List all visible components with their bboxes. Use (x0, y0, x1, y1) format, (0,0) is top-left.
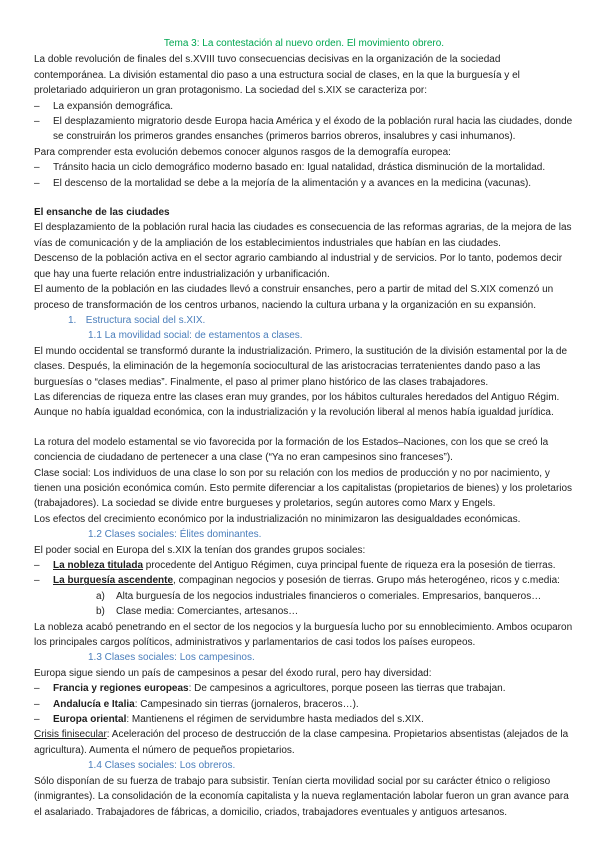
body-paragraph: Clase social: Los individuos de una clase lo son por su relación con los medios de producción y no por nacimiento, y tienen una posición económica común. Esto permite diferenciar a los capitalistas (propietarios de bienes) y los proletarios (trabajadores). La sociedad se divide entre burgueses y proletarios, según autores como Marx y Engels. (34, 467, 573, 510)
intro-item: – El desplazamiento migratorio desde Europa hacia América y el éxodo de la población rural hacia las ciudades, donde se construirán los primeros grandes ensanches (primeros barrios obreros, insalubres y casi inhumanos). (34, 114, 574, 145)
body-paragraph: Las diferencias de riqueza entre las clases eran muy grandes, por los hábitos culturales heredados del Antiguo Régim. Aunque no había igualdad económica, con la industrialización y la revolución liberal al menos había igualdad jurídica. (34, 391, 560, 419)
subsection-heading: 1.1 La movilidad social: de estamentos a clases. (88, 330, 303, 342)
section-number: 1. (68, 314, 77, 326)
body-paragraph: La rotura del modelo estamental se vio favorecida por la formación de los Estados–Naciones, con los que se creó la conciencia de ciudadano de pertenecer a una clase (“Ya no eran campesinos sino franceses”). (34, 436, 549, 464)
sub-list-label: a) (96, 590, 105, 602)
list-item (34, 712, 574, 727)
list-item-text: : Campesinado sin tierras (jornaleros, braceros…). (134, 698, 359, 710)
body-paragraph: Sólo disponían de su fuerza de trabajo para subsistir. Tenían cierta movilidad social por su carácter étnico o religioso (inmigrantes). La consolidación de la economía capitalista y la nueva reglamentación labolar fueron un gran avance para el asalariado. Trabajadores de fábricas, a domicilio, criados, trabajadores eventuales y antiguos artesanos. (34, 775, 569, 818)
list-item-term: Europa oriental (53, 714, 127, 726)
ensanche-heading: El ensanche de las ciudades (34, 207, 170, 219)
section-title: Estructura social del s.XIX. (85, 314, 206, 326)
list-item-text: procedente del Antiguo Régimen, cuya principal fuente de riqueza era la posesión de tierras. (143, 560, 556, 571)
body-paragraph: Los efectos del crecimiento económico por la industrialización no minimizaron las desigualdades económicas. (34, 513, 521, 525)
body-paragraph (34, 727, 574, 758)
intro-paragraph: La doble revolución de finales del s.XVIII tuvo consecuencias decisivas en la organización de la sociedad contemporánea. La división estamental dio paso a una estructura social de clases, en la que la burguesía y el proletariado adquirieron un gran protagonismo. La sociedad del s.XIX se caracteriza por: (34, 54, 520, 97)
body-paragraph: El poder social en Europa del s.XIX la tenían dos grandes grupos sociales: (34, 544, 366, 556)
list-item-text: , compaginan negocios y posesión de tierras. Grupo más heterogéneo, ricos y c.media: (173, 575, 560, 587)
ensanche-paragraph: Descenso de la población activa en el sector agrario cambiando al industrial y de servicios. Por lo tanto, podemos decir que hay una fuerte relación entre industrialización y urbanificación. (34, 253, 563, 280)
section-heading (34, 313, 574, 328)
sub-list-text: Clase media: Comerciantes, artesanos… (116, 606, 299, 618)
list-item-term: La nobleza titulada (53, 560, 144, 571)
subsection-heading: 1.3 Clases sociales: Los campesinos. (88, 652, 255, 664)
subsection-heading: 1.2 Clases sociales: Élites dominantes. (88, 529, 262, 541)
demography-item: – El descenso de la mortalidad se debe a la mejoría de la alimentación y a avances en la medicina (vacunas). (34, 176, 574, 191)
sub-list-item (34, 589, 574, 604)
sub-list-item (34, 604, 574, 619)
list-item-term: La burguesía ascendente (53, 575, 174, 587)
sub-list-label: b) (96, 606, 105, 618)
body-paragraph: La nobleza acabó penetrando en el sector de los negocios y la burguesía lucho por su ennoblecimiento. Ambos ocuparon los principales cargos políticos, administrativos y parlamentarios de casi todos los países europeos. (34, 621, 573, 649)
subsection-heading: 1.4 Clases sociales: Los obreros. (88, 760, 236, 772)
page-title: Tema 3: La contestación al nuevo orden. El movimiento obrero. (163, 38, 445, 49)
body-paragraph: El mundo occidental se transformó durante la industrialización. Primero, la sustitución de la división estamental por la de clases. Después, la eliminación de la hegemonía sociocultural de las aristocracias terratenientes dando paso a las burguesías o “clases medias”. Finalmente, el paso al primer plano histórico de las clases trabajadores. (34, 345, 568, 388)
body-paragraph: Europa sigue siendo un país de campesinos a pesar del éxodo rural, pero hay diversidad: (34, 667, 432, 679)
list-item-term: Francia y regiones europeas (53, 683, 189, 695)
list-item (34, 681, 574, 696)
list-item-term: Andalucía e Italia (53, 698, 135, 710)
ensanche-paragraph: El aumento de la población en las ciudades llevó a construir ensanches, pero a partir de mitad del S.XIX comenzó un proceso de transformación de los centros urbanos, naciendo la cultura urbana y la organización en su expansión. (34, 284, 554, 311)
ensanche-paragraph: El desplazamiento de la población rural hacia las ciudades es consecuencia de las reformas agrarias, de la mejora de las vías de comunicación y de la ampliación de los establecimientos industriales que habían en las ciudades. (34, 222, 572, 249)
intro-item: – La expansión demográfica. (34, 99, 574, 114)
list-item-text: : Mantienens el régimen de servidumbre hasta mediados del s.XIX. (126, 714, 424, 726)
sub-list-text: Alta burguesía de los negocios industriales financieros o comeriales. Empresarios, banqueros… (116, 590, 542, 602)
list-item-text: : De campesinos a agricultores, porque poseen las tierras que trabajan. (188, 683, 506, 695)
demography-item: – Tránsito hacia un ciclo demográfico moderno basado en: Igual natalidad, drástica disminución de la mortalidad. (34, 160, 574, 175)
list-item (34, 573, 574, 588)
crisis-text: : Aceleración del proceso de destrucción de la clase campesina. Propietarios absentistas (alejados de la agricultura). Aumenta el número de pequeños propietarios. (34, 729, 569, 756)
list-item (34, 558, 574, 573)
list-item (34, 697, 574, 712)
crisis-term: Crisis finisecular (34, 729, 107, 741)
demography-intro: Para comprender esta evolución debemos conocer algunos rasgos de la demografía europea: (34, 146, 451, 158)
